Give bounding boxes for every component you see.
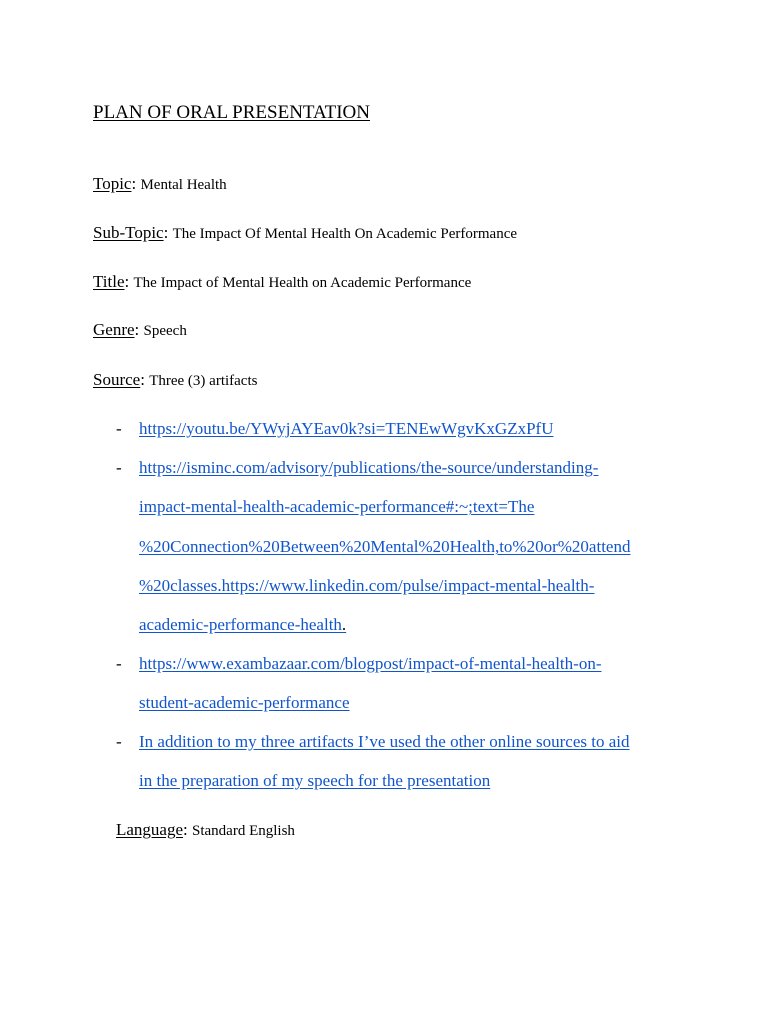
subtopic-value: The Impact Of Mental Health On Academic Performance [172, 226, 518, 242]
source-note-line-1[interactable]: In addition to my three artifacts I’ve used the other online sources to aid [139, 732, 630, 751]
source-link-isminc-line-3[interactable]: %20Connection%20Between%20Mental%20Health,to%20or%20attend [139, 537, 631, 556]
source-value: Three (3) artifacts [149, 373, 258, 389]
topic-separator: : [131, 174, 141, 193]
title-label: Title [93, 272, 125, 291]
title-field [93, 272, 471, 292]
source-link-youtube[interactable]: https://youtu.be/YWyjAYEav0k?si=TENEwWgvKxGZxPfU [139, 419, 554, 438]
subtopic-label: Sub-Topic [93, 223, 164, 242]
language-value: Standard English [192, 823, 295, 839]
source-field [93, 370, 257, 390]
language-label: Language [116, 820, 184, 839]
language-field [116, 820, 295, 840]
source-separator: : [140, 370, 150, 389]
subtopic-separator: : [163, 223, 173, 242]
genre-value: Speech [143, 323, 187, 339]
source-link-trailing-period: . [341, 615, 347, 634]
topic-value: Mental Health [140, 177, 227, 193]
bullet-marker: - [116, 458, 122, 477]
source-link-isminc-line-4[interactable]: %20classes.https://www.linkedin.com/pulse/impact-mental-health- [139, 576, 595, 595]
title-value: The Impact of Mental Health on Academic Performance [133, 275, 472, 291]
source-label: Source [93, 370, 141, 389]
topic-field [93, 174, 227, 194]
genre-label: Genre [93, 320, 135, 339]
subtopic-field [93, 223, 517, 243]
bullet-marker: - [116, 732, 122, 751]
bullet-marker: - [116, 654, 122, 673]
genre-separator: : [134, 320, 144, 339]
source-note-line-2[interactable]: in the preparation of my speech for the presentation [139, 771, 491, 790]
source-link-linkedin-end[interactable]: academic-performance-health [139, 615, 342, 634]
topic-label: Topic [93, 174, 132, 193]
document-title: PLAN OF ORAL PRESENTATION [93, 102, 370, 123]
title-separator: : [124, 272, 134, 291]
source-link-isminc-line-1[interactable]: https://isminc.com/advisory/publications/the-source/understanding- [139, 458, 599, 477]
source-link-exambazaar-line-2[interactable]: student-academic-performance [139, 693, 350, 712]
source-link-isminc-line-5-wrapper [139, 615, 346, 635]
source-link-isminc-line-2[interactable]: impact-mental-health-academic-performance#:~;text=The [139, 497, 535, 516]
source-link-exambazaar-line-1[interactable]: https://www.exambazaar.com/blogpost/impact-of-mental-health-on- [139, 654, 602, 673]
genre-field [93, 320, 187, 340]
language-separator: : [183, 820, 193, 839]
bullet-marker: - [116, 419, 122, 438]
